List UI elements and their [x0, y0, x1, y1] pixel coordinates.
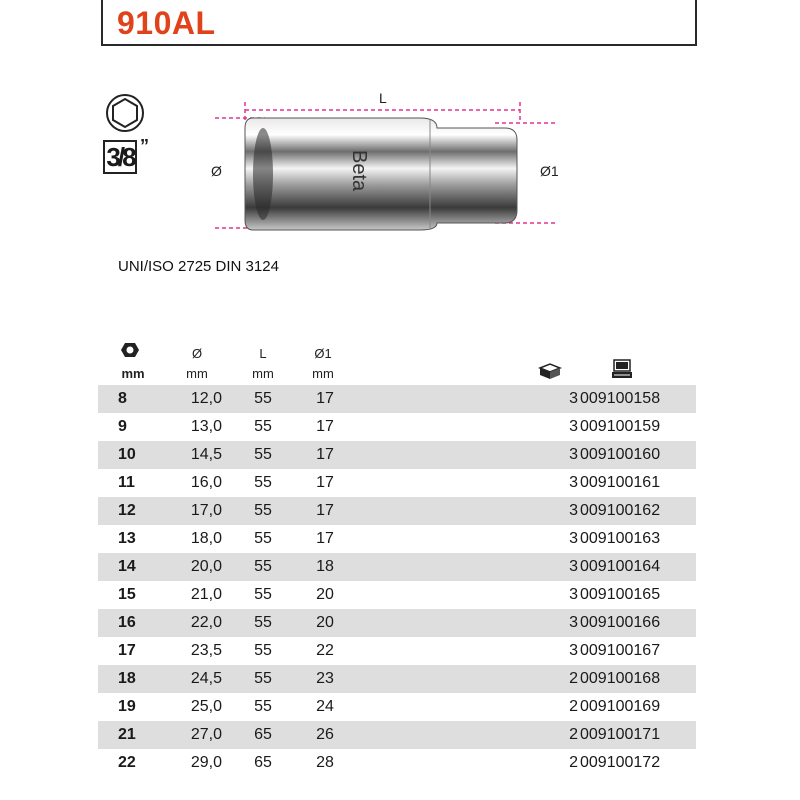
cell-diameter: 20,0 [190, 558, 222, 575]
cell-product-code: 009100166 [580, 614, 661, 631]
table-row [98, 665, 696, 693]
cell-diameter1: 26 [316, 726, 334, 743]
label-diameter: Ø [211, 163, 222, 179]
cell-diameter: 24,5 [190, 670, 222, 687]
cell-product-code: 009100168 [580, 670, 661, 687]
cell-diameter1: 23 [316, 670, 334, 687]
cell-product-code: 009100159 [580, 418, 661, 435]
cell-pack-qty: 3 [569, 614, 578, 631]
cell-pack-qty: 3 [569, 418, 578, 435]
cell-length: 55 [254, 698, 272, 715]
cell-pack-qty: 2 [569, 698, 578, 715]
cell-pack-qty: 3 [569, 558, 578, 575]
cell-product-code: 009100167 [580, 642, 661, 659]
table-row [98, 749, 696, 777]
cell-size: 14 [118, 558, 136, 575]
drive-size-badge: 3/8 [103, 140, 137, 174]
cell-product-code: 009100158 [580, 390, 661, 407]
cell-size: 16 [118, 614, 136, 631]
header-diameter1-unit: mm [312, 366, 334, 381]
cell-product-code: 009100160 [580, 446, 661, 463]
cell-length: 65 [254, 754, 272, 771]
label-diameter1: Ø1 [540, 163, 559, 179]
cell-diameter: 17,0 [190, 502, 222, 519]
cell-length: 55 [254, 446, 272, 463]
cell-size: 12 [118, 502, 136, 519]
cell-diameter: 13,0 [190, 418, 222, 435]
cell-diameter: 21,0 [190, 586, 222, 603]
cell-size: 22 [118, 754, 136, 771]
table-row [98, 721, 696, 749]
cell-length: 55 [254, 586, 272, 603]
hexagon-icon [103, 93, 147, 133]
table-row [98, 469, 696, 497]
cell-pack-qty: 3 [569, 642, 578, 659]
cell-diameter: 29,0 [190, 754, 222, 771]
table-row [98, 581, 696, 609]
cell-diameter1: 18 [316, 558, 334, 575]
cell-product-code: 009100169 [580, 698, 661, 715]
cell-product-code: 009100164 [580, 558, 661, 575]
cell-product-code: 009100162 [580, 502, 661, 519]
header-diameter-unit: mm [186, 366, 208, 381]
cell-diameter1: 20 [316, 614, 334, 631]
cell-product-code: 009100171 [580, 726, 661, 743]
cell-length: 55 [254, 614, 272, 631]
drive-size-inch-mark: ” [140, 136, 149, 156]
cell-product-code: 009100161 [580, 474, 661, 491]
table-row [98, 637, 696, 665]
brand-text: Beta [348, 150, 370, 192]
cell-size: 11 [118, 474, 135, 491]
table-row [98, 609, 696, 637]
cell-diameter1: 20 [316, 586, 334, 603]
cell-pack-qty: 2 [569, 670, 578, 687]
header-diameter1: Ø1 [314, 346, 332, 361]
cell-length: 55 [254, 530, 272, 547]
cell-diameter1: 17 [316, 530, 334, 547]
cell-diameter: 14,5 [190, 446, 222, 463]
cell-size: 15 [118, 586, 136, 603]
cell-size: 9 [118, 418, 127, 435]
cell-size: 13 [118, 530, 136, 547]
cell-length: 55 [254, 502, 272, 519]
header-diameter: Ø [191, 346, 203, 361]
product-table [98, 385, 696, 777]
cell-diameter: 25,0 [190, 698, 222, 715]
cell-product-code: 009100165 [580, 586, 661, 603]
cell-diameter1: 22 [316, 642, 334, 659]
cell-size: 17 [118, 642, 136, 659]
cell-pack-qty: 3 [569, 502, 578, 519]
label-length: L [379, 90, 387, 106]
header-size-unit: mm [121, 366, 145, 381]
cell-diameter: 22,0 [190, 614, 222, 631]
product-title: 910AL [117, 5, 216, 41]
cell-pack-qty: 2 [569, 754, 578, 771]
cell-product-code: 009100172 [580, 754, 661, 771]
title-box [101, 0, 697, 46]
cell-diameter: 23,5 [190, 642, 222, 659]
cell-pack-qty: 3 [569, 530, 578, 547]
header-length: L [259, 346, 267, 361]
cell-diameter1: 17 [316, 502, 334, 519]
cell-pack-qty: 3 [569, 390, 578, 407]
cell-diameter: 27,0 [190, 726, 222, 743]
table-row [98, 441, 696, 469]
header-length-unit: mm [252, 366, 274, 381]
cell-length: 55 [254, 558, 272, 575]
barcode-computer-icon [610, 358, 634, 380]
nut-icon [120, 342, 140, 358]
table-row [98, 693, 696, 721]
package-box-icon [538, 360, 562, 380]
cell-diameter1: 17 [316, 474, 334, 491]
table-row [98, 553, 696, 581]
cell-diameter1: 28 [316, 754, 334, 771]
cell-diameter1: 24 [316, 698, 334, 715]
cell-diameter: 16,0 [190, 474, 222, 491]
cell-diameter: 18,0 [190, 530, 222, 547]
cell-length: 55 [254, 418, 272, 435]
standard-text: UNI/ISO 2725 DIN 3124 [118, 258, 279, 275]
cell-pack-qty: 2 [569, 726, 578, 743]
cell-diameter: 12,0 [190, 390, 222, 407]
cell-diameter1: 17 [316, 446, 334, 463]
cell-length: 55 [254, 390, 272, 407]
cell-length: 55 [254, 642, 272, 659]
cell-length: 55 [254, 474, 272, 491]
cell-length: 55 [254, 670, 272, 687]
table-row [98, 413, 696, 441]
cell-diameter1: 17 [316, 390, 334, 407]
cell-product-code: 009100163 [580, 530, 661, 547]
cell-pack-qty: 3 [569, 586, 578, 603]
cell-size: 21 [118, 726, 136, 743]
table-row [98, 385, 696, 413]
table-row [98, 497, 696, 525]
cell-pack-qty: 3 [569, 446, 578, 463]
cell-length: 65 [254, 726, 272, 743]
cell-size: 8 [118, 390, 127, 407]
cell-size: 10 [118, 446, 136, 463]
cell-size: 18 [118, 670, 136, 687]
cell-diameter1: 17 [316, 418, 334, 435]
table-row [98, 525, 696, 553]
cell-pack-qty: 3 [569, 474, 578, 491]
cell-size: 19 [118, 698, 136, 715]
